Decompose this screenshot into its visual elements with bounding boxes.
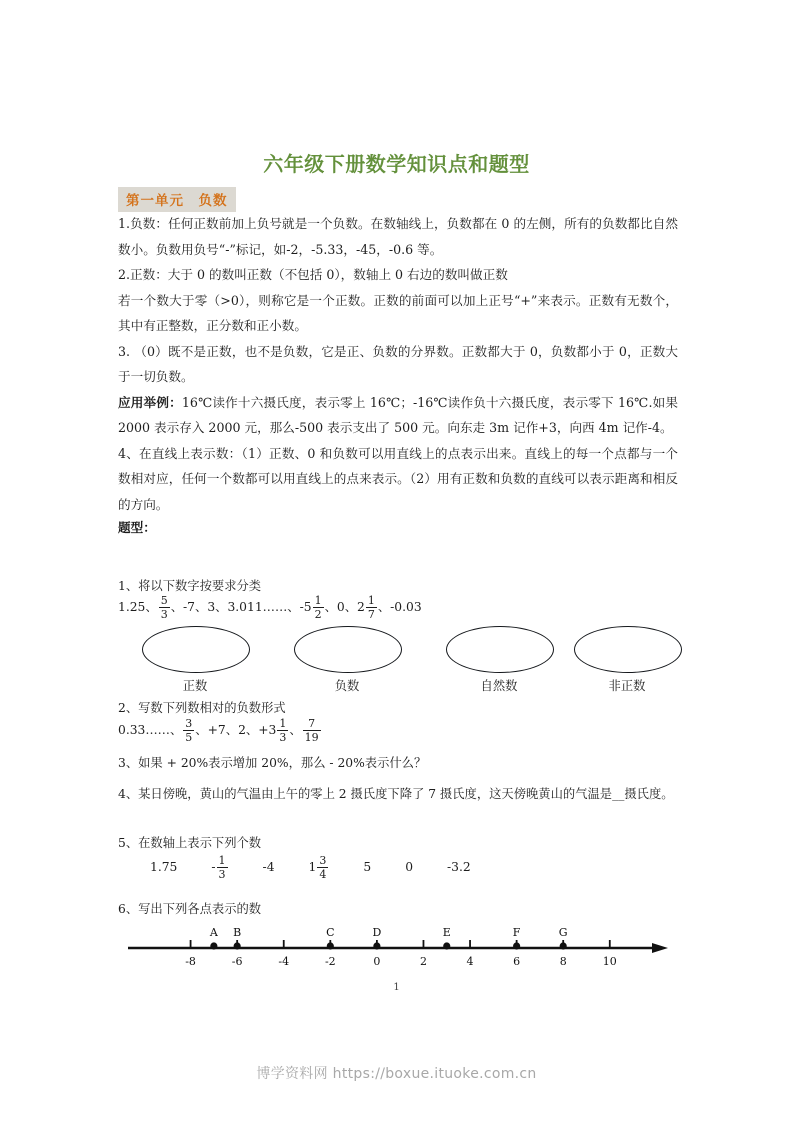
question-1-items <box>118 595 422 620</box>
mixed-number <box>357 595 378 620</box>
fraction-numerator: 1 <box>367 593 375 607</box>
list-separator: 、 <box>195 723 208 737</box>
math-number: -4 <box>262 860 275 874</box>
number-line-tick-label: -4 <box>278 955 290 968</box>
list-separator: 、 <box>245 723 259 737</box>
number-line-point <box>443 942 450 949</box>
fraction-denominator: 3 <box>160 607 168 621</box>
math-number: 1.25 <box>118 600 146 614</box>
knowledge-points-block <box>118 211 678 539</box>
math-number: -7 <box>183 600 195 614</box>
knowledge-paragraph-1: 1.负数：任何正数前加上负号就是一个负数。在数轴线上，负数都在 0 的左侧，所有的负数都比自然数小。负数用负号“-”标记，如-2，-5.33，-45，-0.6 等。 <box>118 216 678 257</box>
math-number: -0.03 <box>390 600 422 614</box>
list-separator: 、 <box>324 600 337 614</box>
number-line-tick-label: 4 <box>466 955 474 968</box>
math-number: 3.011…… <box>227 600 288 614</box>
math-number: +7 <box>207 723 226 737</box>
knowledge-paragraph-6: 4、在直线上表示数：（1）正数、0 和负数可以用直线上的点表示出来。直线上的每一个点都与一个数相对应，任何一个数都可以用直线上的点来表示。（2）用有正数和负数的直线可以表示距离和相反的方向。 <box>118 445 678 512</box>
number-line-point <box>327 942 334 949</box>
math-number: 2 <box>238 723 246 737</box>
math-number: 0 <box>405 860 414 874</box>
list-separator: 、 <box>145 600 158 614</box>
number-line-tick-label: 10 <box>602 955 617 968</box>
fraction-numerator: 1 <box>314 593 322 607</box>
number-line-point <box>513 942 520 949</box>
number-line-arrow <box>652 943 668 953</box>
fraction-numerator: 5 <box>160 593 168 607</box>
fraction-numerator: 1 <box>218 853 226 867</box>
question-3-label: 3、如果 + 20%表示增加 20%，那么 - 20%表示什么？ <box>118 756 427 770</box>
classification-ovals <box>118 626 698 696</box>
fraction-denominator: 3 <box>218 867 226 881</box>
unit-header: 第一单元 负数 <box>118 187 236 212</box>
classification-oval <box>294 626 402 673</box>
fraction <box>303 718 321 743</box>
number-line-point-label: E <box>442 926 451 939</box>
fraction <box>159 595 170 620</box>
number-line-point-label: C <box>326 926 335 939</box>
number-line-point-label: G <box>558 926 568 939</box>
knowledge-paragraph-3: 若一个数大于零（>0），则称它是一个正数。正数的前面可以加上正号“+”来表示。正数有无数个，其中有正整数，正分数和正小数。 <box>118 292 678 333</box>
math-number: -3.2 <box>447 860 471 874</box>
list-separator: 、 <box>169 723 183 737</box>
classification-oval-label: 自然数 <box>480 679 518 693</box>
list-separator: 、 <box>289 723 302 737</box>
classification-oval <box>574 626 682 673</box>
list-separator: 、 <box>215 600 228 614</box>
number-line-tick-label: -2 <box>324 955 336 968</box>
number-line-point-label: B <box>233 926 242 939</box>
math-number: 3 <box>207 600 216 614</box>
question-5-items <box>150 855 471 880</box>
list-separator: 、 <box>344 600 358 614</box>
number-line-tick-label: 6 <box>513 955 521 968</box>
fraction <box>313 595 324 620</box>
mixed-number <box>211 855 228 880</box>
mixed-whole-part: +3 <box>258 723 277 737</box>
page-title: 六年级下册数学知识点和题型 <box>263 152 530 176</box>
list-separator: 、 <box>195 600 208 614</box>
mixed-whole-part: 1 <box>308 860 317 874</box>
list-separator: 、 <box>287 600 300 614</box>
number-line-tick-label: -8 <box>185 955 196 968</box>
page-number: 1 <box>393 982 400 993</box>
number-line-tick-label: -6 <box>231 955 243 968</box>
mixed-number <box>258 718 289 743</box>
number-line-point-label: D <box>372 926 382 939</box>
question-4-label: 4、某日傍晚，黄山的气温由上午的零上 2 摄氏度下降了 7 摄氏度，这天傍晚黄山的气温是__摄氏度。 <box>118 787 674 801</box>
math-number: 0.33…… <box>118 723 170 737</box>
knowledge-paragraph-5 <box>118 390 678 441</box>
fraction-numerator: 3 <box>185 716 193 730</box>
knowledge-paragraph-4: 3. （0）既不是正数，也不是负数，它是正、负数的分界数。正数都大于 0，负数都小于 0，正数大于一切负数。 <box>118 343 678 384</box>
classification-oval-label: 负数 <box>334 679 360 693</box>
number-line-point <box>210 942 217 949</box>
question-6-label: 6、写出下列各点表示的数 <box>118 902 262 916</box>
number-line-point <box>373 942 380 949</box>
math-number: 0 <box>336 600 345 614</box>
number-line-figure <box>118 918 678 988</box>
mixed-whole-part: -5 <box>299 600 312 614</box>
fraction-denominator: 5 <box>185 730 193 744</box>
question-1-label: 1、将以下数字按要求分类 <box>118 579 262 593</box>
question-5-label: 5、在数轴上表示下列个数 <box>118 836 262 850</box>
number-line-tick-label: 0 <box>373 955 381 968</box>
mixed-whole-part: - <box>211 860 216 874</box>
fraction <box>217 855 228 880</box>
fraction <box>183 718 194 743</box>
number-line-svg <box>118 918 678 988</box>
fraction-denominator: 4 <box>319 867 327 881</box>
fraction-denominator: 7 <box>367 607 375 621</box>
list-separator: 、 <box>225 723 239 737</box>
mixed-number <box>309 855 330 880</box>
number-line-point-label: F <box>512 926 521 939</box>
fraction-numerator: 7 <box>308 716 316 730</box>
number-line-point-label: A <box>209 926 218 939</box>
number-line-point <box>234 942 241 949</box>
fraction-numerator: 1 <box>279 716 287 730</box>
classification-oval-label: 正数 <box>182 679 208 693</box>
question-types-label: 题型： <box>118 520 156 535</box>
footer-watermark: 博学资料网 https://boxue.ituoke.com.cn <box>256 1066 537 1082</box>
mixed-number <box>300 595 325 620</box>
knowledge-paragraph-2: 2.正数：大于 0 的数叫正数（不包括 0），数轴上 0 右边的数叫做正数 <box>118 267 508 282</box>
fraction <box>277 718 288 743</box>
math-number: 1.75 <box>150 860 178 874</box>
fraction-numerator: 3 <box>319 853 327 867</box>
question-2-items <box>118 718 322 743</box>
application-example-label: 应用举例： <box>118 394 182 410</box>
number-line-point <box>560 942 567 949</box>
fraction-denominator: 3 <box>279 730 287 744</box>
question-2-label: 2、写数下列数相对的负数形式 <box>118 701 286 715</box>
fraction-denominator: 19 <box>304 730 319 744</box>
fraction <box>366 595 377 620</box>
application-example-text: 16℃读作十六摄氏度，表示零上 16℃；-16℃读作负十六摄氏度，表示零下 16℃.如果 2000 表示存入 2000 元，那么-500 表示支出了 500 元。向东走 3m 记作+3，向西 4m 记作-4。 <box>118 394 679 435</box>
math-number: 5 <box>363 860 372 874</box>
mixed-whole-part: 2 <box>357 600 365 614</box>
fraction <box>317 855 328 880</box>
number-line-tick-label: 8 <box>559 955 567 968</box>
list-separator: 、 <box>170 600 184 614</box>
number-line-tick-label: 2 <box>419 955 427 968</box>
fraction-denominator: 2 <box>314 607 322 621</box>
classification-oval <box>446 626 554 673</box>
classification-oval <box>142 626 250 673</box>
list-separator: 、 <box>377 600 391 614</box>
classification-oval-label: 非正数 <box>608 679 646 693</box>
